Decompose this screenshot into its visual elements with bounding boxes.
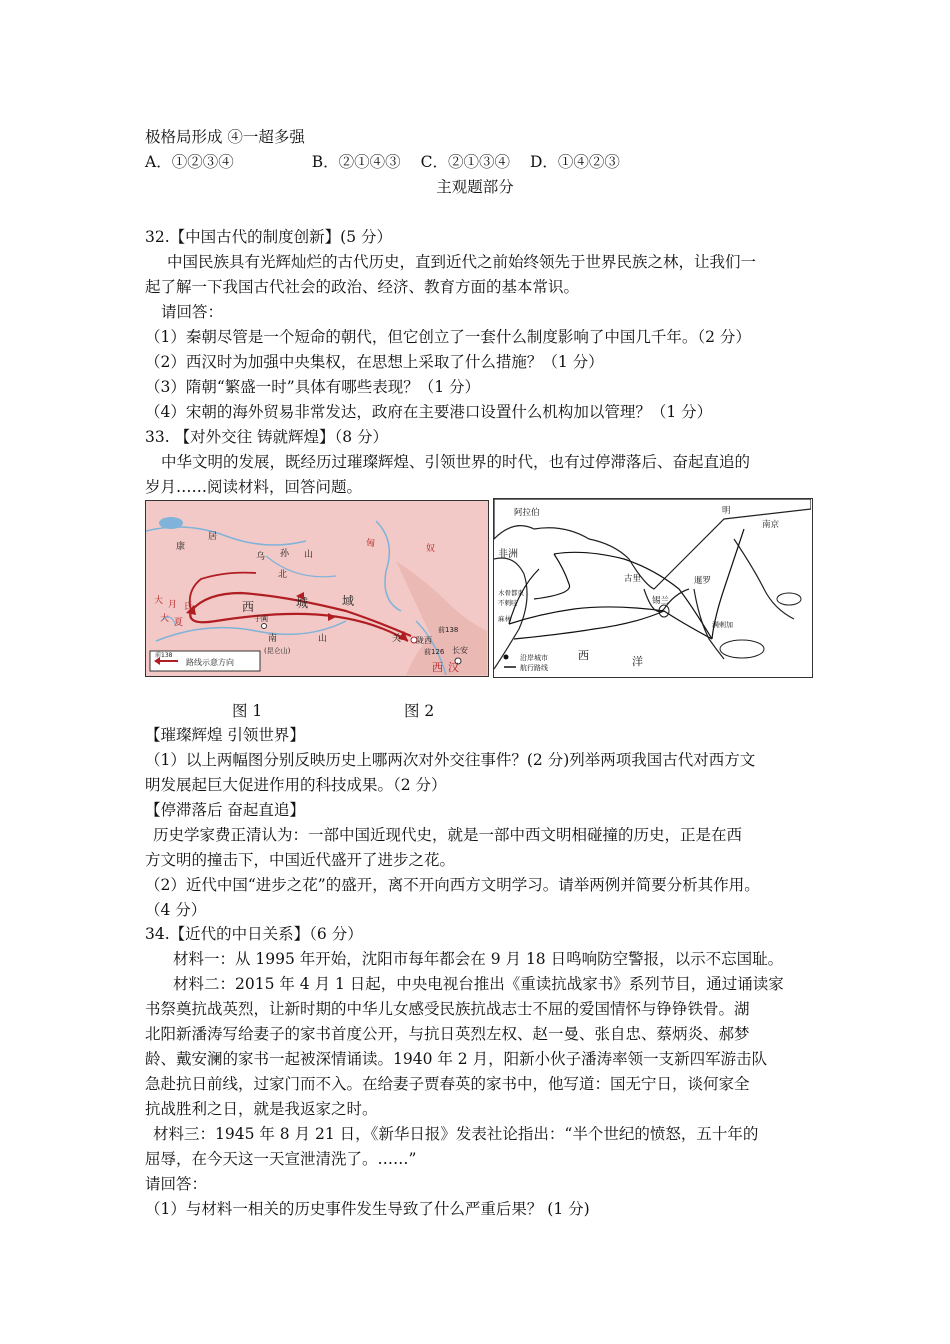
section-title: 主观题部分 <box>436 178 514 196</box>
figure-2-zheng-he-map <box>493 498 813 678</box>
map2-label: 古里 <box>624 574 642 584</box>
q33-paragraph-line: 历史学家费正清认为：一部中国近现代史，就是一部中西文明相碰撞的历史，正是在西 <box>153 826 743 844</box>
q34-material-2-line: 抗战胜利之日，就是我返家之时。 <box>145 1100 378 1118</box>
q34-prompt: 请回答： <box>145 1175 208 1193</box>
map1-label: 北 <box>278 570 288 580</box>
map1-label: 乌 <box>256 552 266 562</box>
option-b: B．②①④③ <box>311 153 401 171</box>
map1-label: 大 <box>160 614 170 624</box>
map1-label: 陇西 <box>416 636 432 645</box>
q33-question-line: （2）近代中国“进步之花”的盛开，离不开向西方文明学习。请举两例并简要分析其作用。 <box>145 876 760 894</box>
map1-label: 月 <box>168 600 178 610</box>
map1-label: 前138 <box>438 626 459 634</box>
map1-label: 奴 <box>426 544 436 554</box>
map2-label: 暹罗 <box>694 576 712 586</box>
q33-subsection-2-title: 【停滞落后 奋起直追】 <box>145 801 305 819</box>
prev-question-tail: 极格局形成 ④一超多强 <box>145 128 305 146</box>
map1-label: 城 <box>296 596 309 610</box>
q33-intro-line: 中华文明的发展，既经历过璀璨辉煌、引领世界的时代，也有过停滞落后、奋起直追的 <box>161 453 751 471</box>
map2-label: 南京 <box>762 520 780 530</box>
map1-label: 大 <box>154 596 164 606</box>
q32-item: （4）宋朝的海外贸易非常发达，政府在主要港口设置什么机构加以管理？（1 分） <box>145 403 713 421</box>
figure-1-caption: 图 1 <box>232 702 263 720</box>
q34-material-2-line: 龄、戴安澜的家书一起被深情诵读。1940 年 2 月，阳新小伙子潘涛率领一支新四军游击队 <box>145 1050 768 1068</box>
q33-paragraph-line: 方文明的撞击下，中国近代盛开了进步之花。 <box>145 851 456 869</box>
q34-material-3-line: 材料三：1945 年 8 月 21 日，《新华日报》发表社论指出：“半个世纪的愤怒，五十年的 <box>153 1125 759 1143</box>
q34-material-2-line: 材料二：2015 年 4 月 1 日起，中央电视台推出《重读抗战家书》系列节目，通过诵读家 <box>173 975 784 993</box>
map1-label: (昆仑山) <box>264 647 291 655</box>
q33-subsection-1-title: 【璀璨辉煌 引领世界】 <box>145 726 305 744</box>
figure-2-caption: 图 2 <box>404 702 435 720</box>
q32-item: （2）西汉时为加强中央集权，在思想上采取了什么措施？（1 分） <box>145 353 604 371</box>
q32-prompt: 请回答： <box>161 303 224 321</box>
map1-label: 孙 <box>280 549 290 559</box>
map1-label: 山 <box>304 550 314 560</box>
map1-label: 匈 <box>366 539 376 549</box>
q33-heading: 33. 【对外交往 铸就辉煌】（8 分） <box>145 428 389 446</box>
map2-label: 麻林 <box>498 615 511 623</box>
map1-label: 氏 <box>184 602 194 612</box>
map2-label: 木骨都束 <box>498 589 524 597</box>
map1-label: 西 <box>242 600 255 614</box>
map1-label: 山 <box>318 634 328 644</box>
q32-intro-line: 中国民族具有光辉灿烂的古代历史，直到近代之前始终领先于世界民族之林，让我们一 <box>167 253 757 271</box>
q34-material-1: 材料一：从 1995 年开始，沈阳市每年都会在 9 月 18 日鸣响防空警报，以示不忘国耻。 <box>173 950 784 968</box>
q34-material-2-line: 北阳新潘涛写给妻子的家书首度公开，与抗日英烈左权、赵一曼、张自忠、蔡炳炎、郝梦 <box>145 1025 750 1043</box>
map2-label: 非洲 <box>498 549 518 560</box>
map1-label: 康 <box>176 542 186 552</box>
map2-label: 明 <box>722 506 731 516</box>
map2-label: 洋 <box>632 655 643 668</box>
q32-item: （3）隋朝“繁盛一时”具体有哪些表现？（1 分） <box>145 378 480 396</box>
map1-label: 南 <box>268 634 278 644</box>
option-a: A．①②③④ <box>145 153 234 171</box>
map2-label: 西 <box>578 649 589 662</box>
map2-label: 不剌哇 <box>498 599 518 607</box>
map2-label: 满剌加 <box>712 621 733 629</box>
q33-question-line: （1）以上两幅图分别反映历史上哪两次对外交往事件？(2 分)列举两项我国古代对西方文 <box>145 751 756 769</box>
q33-question-line: 明发展起巨大促进作用的科技成果。（2 分） <box>145 776 447 794</box>
figure-1-silk-road-map <box>145 500 489 677</box>
map1-label: 居 <box>208 532 218 542</box>
map1-legend-year: 前138 <box>155 652 173 659</box>
q34-material-2-line: 急赴抗日前线，过家门而不入。在给妻子贾春英的家书中，他写道：国无宁日，谈何家全 <box>145 1075 750 1093</box>
map1-label: 关 <box>392 634 402 644</box>
q32-heading: 32.【中国古代的制度创新】(5 分） <box>145 228 392 246</box>
q34-heading: 34.【近代的中日关系】（6 分） <box>145 925 363 943</box>
q33-question-line: （4 分） <box>145 901 207 919</box>
q32-item: （1）秦朝尽管是一个短命的朝代，但它创立了一套什么制度影响了中国几千年。（2 分） <box>145 328 751 346</box>
map1-label: 长安 <box>452 646 468 655</box>
prev-question-options <box>145 150 620 174</box>
map1-label: 前126 <box>424 648 445 656</box>
map2-legend-label: 航行路线 <box>520 664 548 672</box>
q34-material-3-line: 屈辱，在今天这一天宣泄清洗了。……” <box>145 1150 417 1168</box>
map2-label: 阿拉伯 <box>514 508 540 518</box>
map2-label: 锡兰 <box>652 596 670 606</box>
map1-label: 于阗 <box>254 615 268 623</box>
map1-label: 域 <box>342 594 355 608</box>
q34-question-1: （1）与材料一相关的历史事件发生导致了什么严重后果？ (1 分) <box>145 1200 590 1218</box>
map1-label: 汉 <box>448 661 459 674</box>
map2-legend-label: 沿岸城市 <box>520 654 548 662</box>
map1-legend-label: 路线示意方向 <box>186 658 234 667</box>
option-c: C．②①③④ <box>420 153 510 171</box>
map1-label: 西 <box>432 661 443 674</box>
q34-material-2-line: 书祭奠抗战英烈，让新时期的中华儿女感受民族抗战志士不屈的爱国情怀与铮铮铁骨。湖 <box>145 1000 750 1018</box>
q32-intro-line: 起了解一下我国古代社会的政治、经济、教育方面的基本常识。 <box>145 278 580 296</box>
option-d: D．①④②③ <box>529 153 620 171</box>
map1-label: 夏 <box>174 618 184 628</box>
q33-intro-line: 岁月……阅读材料，回答问题。 <box>145 478 363 496</box>
